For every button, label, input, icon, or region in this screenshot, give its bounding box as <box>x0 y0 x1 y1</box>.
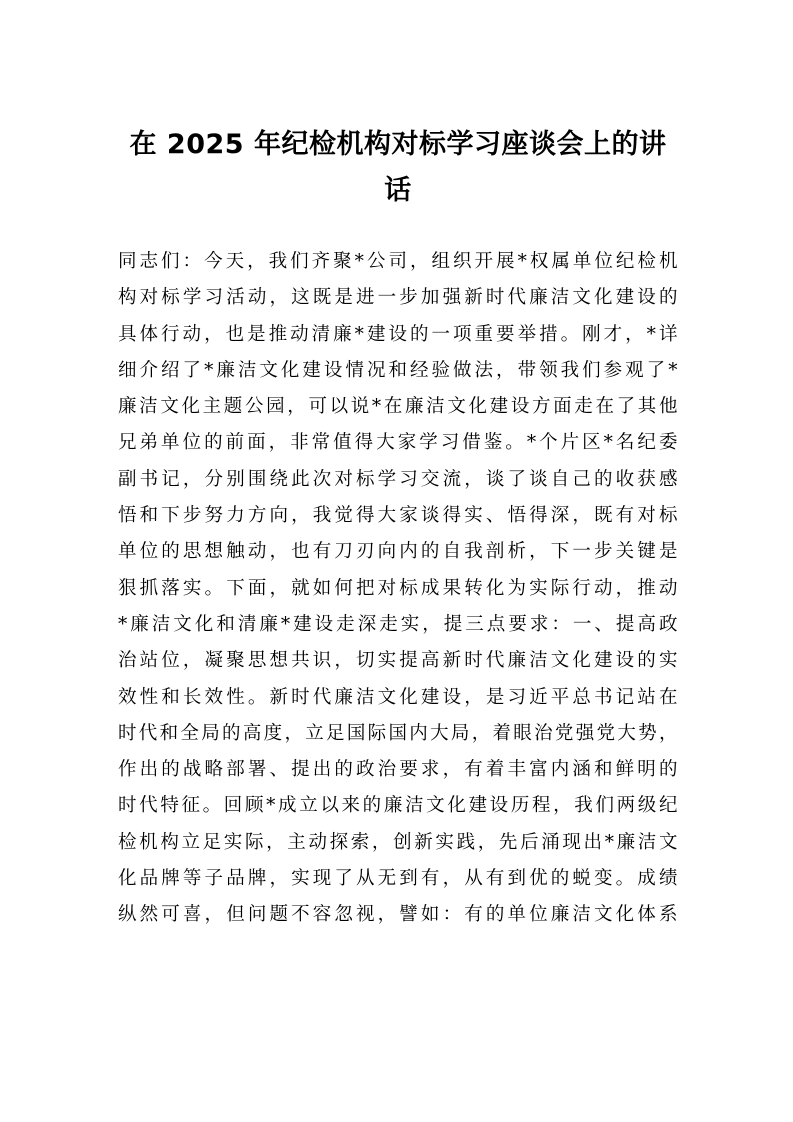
body-line: 时代特征。回顾*成立以来的廉洁文化建设历程，我们两级纪 <box>118 795 678 817</box>
body-line: 狠抓落实。下面，就如何把对标成果转化为实际行动，推动 <box>118 577 678 599</box>
body-line: 兄弟单位的前面，非常值得大家学习借鉴。*个片区*名纪委 <box>118 432 678 454</box>
body-line: 纵然可喜，但问题不容忽视，譬如：有的单位廉洁文化体系 <box>118 904 678 926</box>
body-line: 廉洁文化主题公园，可以说*在廉洁文化建设方面走在了其他 <box>118 396 678 418</box>
body-line: 具体行动，也是推动清廉*建设的一项重要举措。刚才，*详 <box>118 323 678 345</box>
body-line: 副书记，分别围绕此次对标学习交流，谈了谈自己的收获感 <box>118 468 678 490</box>
body-line: 化品牌等子品牌，实现了从无到有，从有到优的蜕变。成绩 <box>118 868 678 890</box>
body-line: 效性和长效性。新时代廉洁文化建设，是习近平总书记站在 <box>118 686 678 708</box>
body-line: *廉洁文化和清廉*建设走深走实，提三点要求：一、提高政 <box>118 613 678 635</box>
body-line: 同志们：今天，我们齐聚*公司，组织开展*权属单位纪检机 <box>118 251 678 272</box>
document-body <box>118 244 678 934</box>
body-line: 时代和全局的高度，立足国际国内大局，着眼治党强党大势， <box>118 722 678 744</box>
body-line: 悟和下步努力方向，我觉得大家谈得实、悟得深，既有对标 <box>118 505 678 527</box>
document-title: 在 2025 年纪检机构对标学习座谈会上的讲话 <box>129 129 667 206</box>
body-line: 治站位，凝聚思想共识，切实提高新时代廉洁文化建设的实 <box>118 650 678 672</box>
body-line: 单位的思想触动，也有刀刃向内的自我剖析，下一步关键是 <box>118 541 678 563</box>
body-line: 作出的战略部署、提出的政治要求，有着丰富内涵和鲜明的 <box>118 759 678 781</box>
body-line: 构对标学习活动，这既是进一步加强新时代廉洁文化建设的 <box>118 287 678 309</box>
body-line: 细介绍了*廉洁文化建设情况和经验做法，带领我们参观了* <box>118 359 678 381</box>
body-line: 检机构立足实际，主动探索，创新实践，先后涌现出*廉洁文 <box>118 831 678 853</box>
